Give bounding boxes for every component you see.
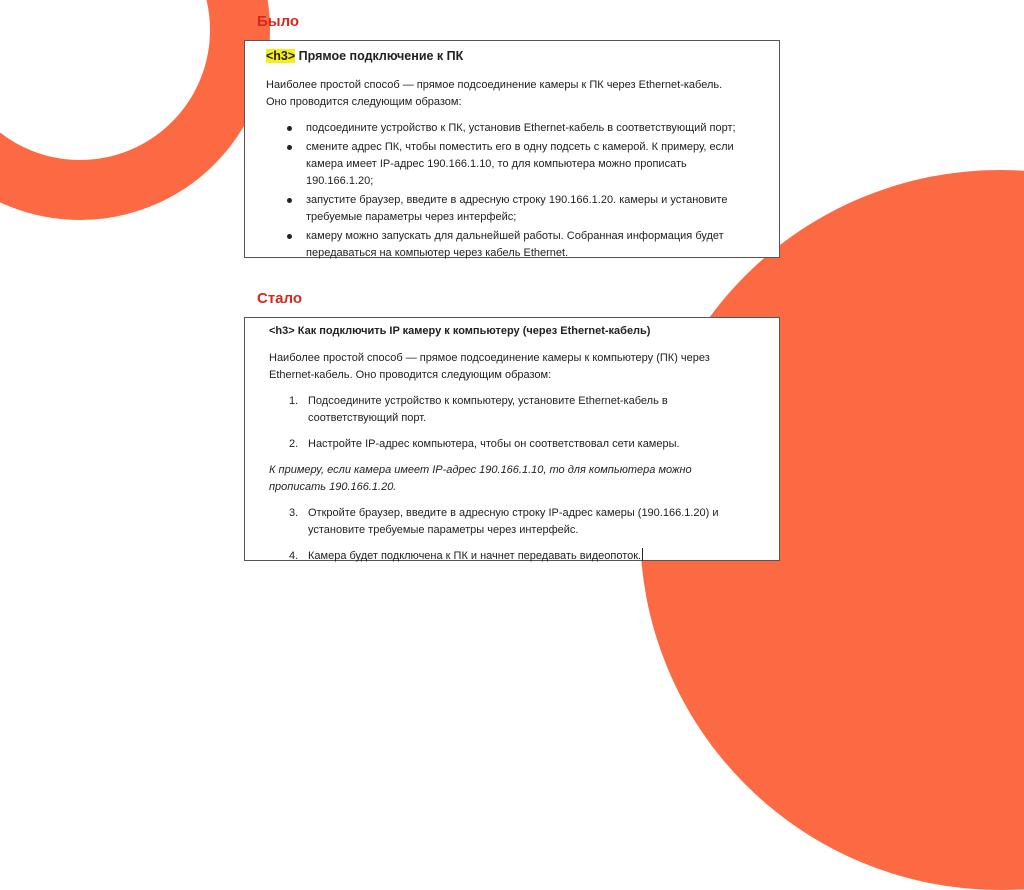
bullet-item bbox=[266, 192, 761, 226]
bullet-icon bbox=[287, 145, 292, 150]
bullet-icon bbox=[287, 234, 292, 239]
bullet-item bbox=[266, 120, 761, 137]
section-title-text: Прямое подключение к ПК bbox=[295, 49, 464, 63]
list-line: установите требуемые параметры через интерфейс. bbox=[308, 524, 579, 536]
section-title-after: <h3> Как подключить IP камеру к компьютеру (через Ethernet-кабель) bbox=[269, 325, 651, 337]
text-cursor bbox=[642, 548, 643, 561]
bullet-line: передаваться на компьютер через кабель Ethernet. bbox=[306, 247, 569, 259]
example-note: К примеру, если камера имеет IP-адрес 190.166.1.10, то для компьютера можно bbox=[269, 464, 692, 476]
bullet-line: запустите браузер, введите в адресную строку 190.166.1.20. камеры и установите bbox=[306, 194, 728, 206]
list-line-text: Камера будет подключена к ПК и начнет передавать видеопоток. bbox=[308, 550, 642, 562]
bullet-line: смените адрес ПК, чтобы поместить его в одну подсеть с камерой. К примеру, если bbox=[306, 141, 734, 153]
bullet-list bbox=[266, 120, 761, 262]
numbered-list bbox=[269, 505, 761, 565]
list-line: Подсоедините устройство к компьютеру, установите Ethernet-кабель в bbox=[308, 395, 668, 407]
list-number: 1. bbox=[289, 395, 299, 407]
bullet-line: 190.166.1.20; bbox=[306, 175, 374, 187]
decorative-ring bbox=[0, 0, 270, 220]
intro-line: Ethernet-кабель. Оно проводится следующим образом: bbox=[269, 369, 552, 381]
list-item bbox=[269, 393, 761, 427]
bullet-icon bbox=[287, 198, 292, 203]
heading-before: Было bbox=[257, 13, 300, 30]
h3-tag-highlight: <h3> bbox=[266, 49, 296, 63]
list-line: Настройте IP-адрес компьютера, чтобы он соответствовал сети камеры. bbox=[308, 438, 680, 450]
intro-line: Наиболее простой способ — прямое подсоединение камеры к компьютеру (ПК) через bbox=[269, 352, 710, 364]
list-item bbox=[269, 505, 761, 539]
intro-line: Оно проводится следующим образом: bbox=[266, 96, 462, 108]
example-note: прописать 190.166.1.20. bbox=[269, 481, 397, 493]
bullet-line: камеру можно запускать для дальнейшей работы. Собранная информация будет bbox=[306, 230, 724, 242]
list-item bbox=[269, 436, 761, 453]
section-title-before bbox=[266, 47, 761, 65]
bullet-line: камера имеет IP-адрес 190.166.1.10, то для компьютера можно прописать bbox=[306, 158, 687, 170]
list-number: 3. bbox=[289, 507, 299, 519]
bullet-icon bbox=[287, 126, 292, 131]
numbered-list bbox=[269, 393, 761, 453]
list-item bbox=[269, 548, 761, 565]
list-number: 2. bbox=[289, 438, 299, 450]
intro-line: Наиболее простой способ — прямое подсоединение камеры к ПК через Ethernet-кабель. bbox=[266, 79, 723, 91]
bullet-line: подсоедините устройство к ПК, установив Ethernet-кабель в соответствующий порт; bbox=[306, 122, 736, 134]
list-line: соответствующий порт. bbox=[308, 412, 427, 424]
document-after bbox=[244, 317, 780, 561]
list-line bbox=[308, 548, 761, 565]
bullet-item bbox=[266, 139, 761, 190]
list-number: 4. bbox=[289, 550, 299, 562]
document-before bbox=[244, 40, 780, 258]
bullet-line: требуемые параметры через интерфейс; bbox=[306, 211, 517, 223]
list-line: Откройте браузер, введите в адресную строку IP-адрес камеры (190.166.1.20) и bbox=[308, 507, 719, 519]
bullet-item bbox=[266, 228, 761, 262]
heading-after: Стало bbox=[257, 290, 303, 307]
